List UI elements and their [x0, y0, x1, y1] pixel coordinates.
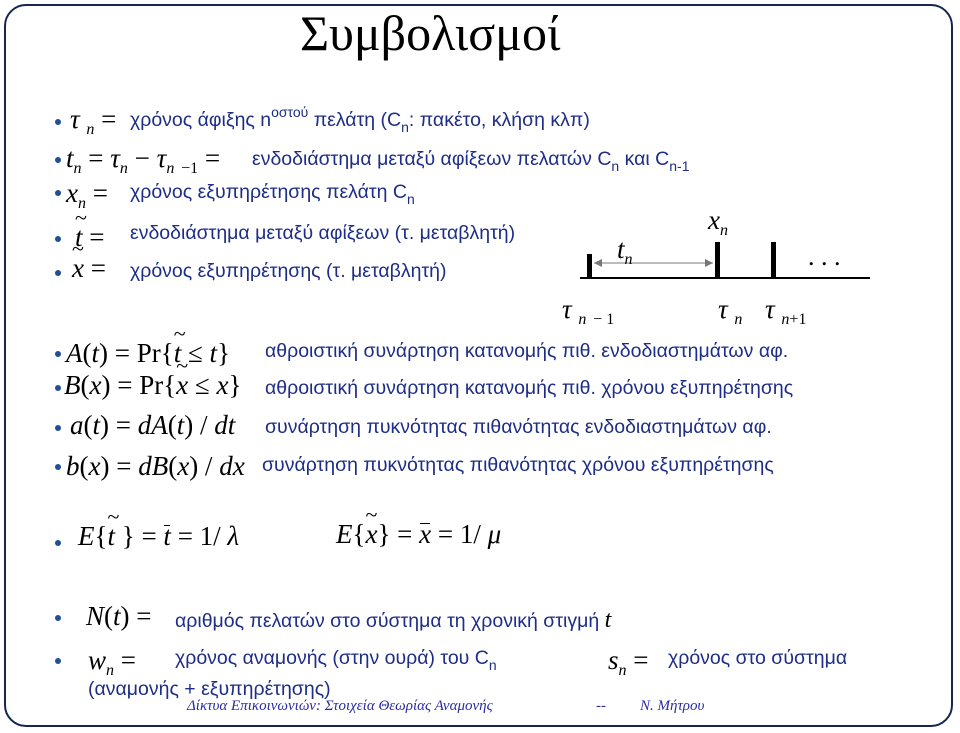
A-formula: A(t) = Pr{~ t ≤ t} [66, 340, 230, 367]
def-interarrival-rv: ενδοδιάστημα μεταξύ αφίξεων (τ. μεταβλητή) [130, 222, 516, 244]
E-x-formula: E{~ x} = x = 1/ μ [336, 521, 501, 548]
s-description: χρόνος στο σύστημα [668, 647, 848, 669]
bullet-icon [55, 119, 61, 125]
bullet-icon [55, 157, 61, 163]
bullet-icon [55, 658, 61, 664]
arrow-head-left [594, 259, 602, 267]
bullet-icon [55, 464, 61, 470]
a-density-formula: a(t) = dA(t) / dt [70, 410, 236, 440]
def-service-rv: χρόνος εξυπηρέτησης (τ. μεταβλητή) [130, 260, 447, 282]
bullet-icon [55, 615, 61, 621]
b-density-formula: b(x) = dB(x) / dx [66, 451, 245, 481]
arrival-mark-n+1 [771, 242, 776, 279]
arrival-mark-n [715, 242, 720, 279]
arrow-head-right [705, 259, 713, 267]
tau-n-minus-1-label: τ $_n$ $_{- 1}$ [562, 294, 615, 328]
w-n-formula: $w_n$ = [88, 645, 136, 679]
A-description: αθροιστική συνάρτηση κατανομής πιθ. ενδοδιαστημάτων αφ. [265, 340, 789, 362]
arrival-mark-n-1 [587, 254, 592, 279]
t-n-formula: $t_n = \tau_n - \tau_n$ $_{-1}$ = [66, 143, 221, 177]
tau-n-label: τ $_n$ [718, 294, 743, 328]
B-formula: B(x) = Pr{~ x ≤ x} [64, 372, 241, 399]
bullet-icon [55, 270, 61, 276]
N-t-formula: N(t) = [86, 601, 152, 631]
B-description: αθροιστική συνάρτηση κατανομής πιθ. χρόνου εξυπηρέτησης [265, 377, 794, 399]
bullet-icon [55, 425, 61, 431]
s-n-formula: $s_n$ = [608, 645, 649, 679]
b-description: συνάρτηση πυκνότητας πιθανότητας χρόνου εξυπηρέτησης [262, 454, 774, 476]
def-service-time: χρόνος εξυπηρέτησης πελάτη $C_n$ [130, 181, 415, 207]
N-description: αριθμός πελατών στο σύστημα τη χρονική στιγμή t [175, 607, 612, 633]
t-tilde-formula: ~ t = [75, 224, 105, 251]
a-description: συνάρτηση πυκνότητας πιθανότητας ενδοδιαστημάτων αφ. [265, 416, 772, 438]
bullet-icon [55, 351, 61, 357]
def-arrival-time: χρόνος άφιξης $n^{o\sigma\tau oύ}$ πελάτη ($C_n$: πακέτο, κλήση κλπ) [130, 104, 590, 135]
bullet-icon [55, 385, 61, 391]
slide-title: Συμβολισμοί [300, 5, 561, 61]
tau-n-plus-1-label: τ $_{n+1}$ [765, 294, 807, 328]
x-n-formula: $x_n$ = [66, 178, 108, 212]
bullet-icon [55, 540, 61, 546]
footer-separator: -- [596, 698, 606, 714]
bullet-icon [55, 236, 61, 242]
tau-n-formula: τ $_n$ = [70, 104, 117, 138]
footer-course: Δίκτυα Επικοινωνιών: Στοιχεία Θεωρίας Αναμονής [187, 698, 493, 714]
bullet-icon [55, 190, 61, 196]
ellipsis: . . . [808, 242, 841, 271]
footer-author: Ν. Μήτρου [640, 698, 705, 714]
def-interarrival: ενδοδιάστημα μεταξύ αφίξεων πελατών $C_n$ και $C_{n-1}$ [252, 148, 690, 174]
w-description: χρόνος αναμονής (στην ουρά) του $C_n$ [175, 647, 497, 673]
E-t-formula: E{~ t } = t = 1/ λ [78, 523, 239, 550]
t-n-label: $t_n$ [617, 234, 633, 268]
x-n-label: $x_n$ [708, 205, 728, 239]
x-tilde-formula: ~ x = [72, 255, 106, 282]
w-continuation: (αναμονής + εξυπηρέτησης) [88, 678, 331, 700]
